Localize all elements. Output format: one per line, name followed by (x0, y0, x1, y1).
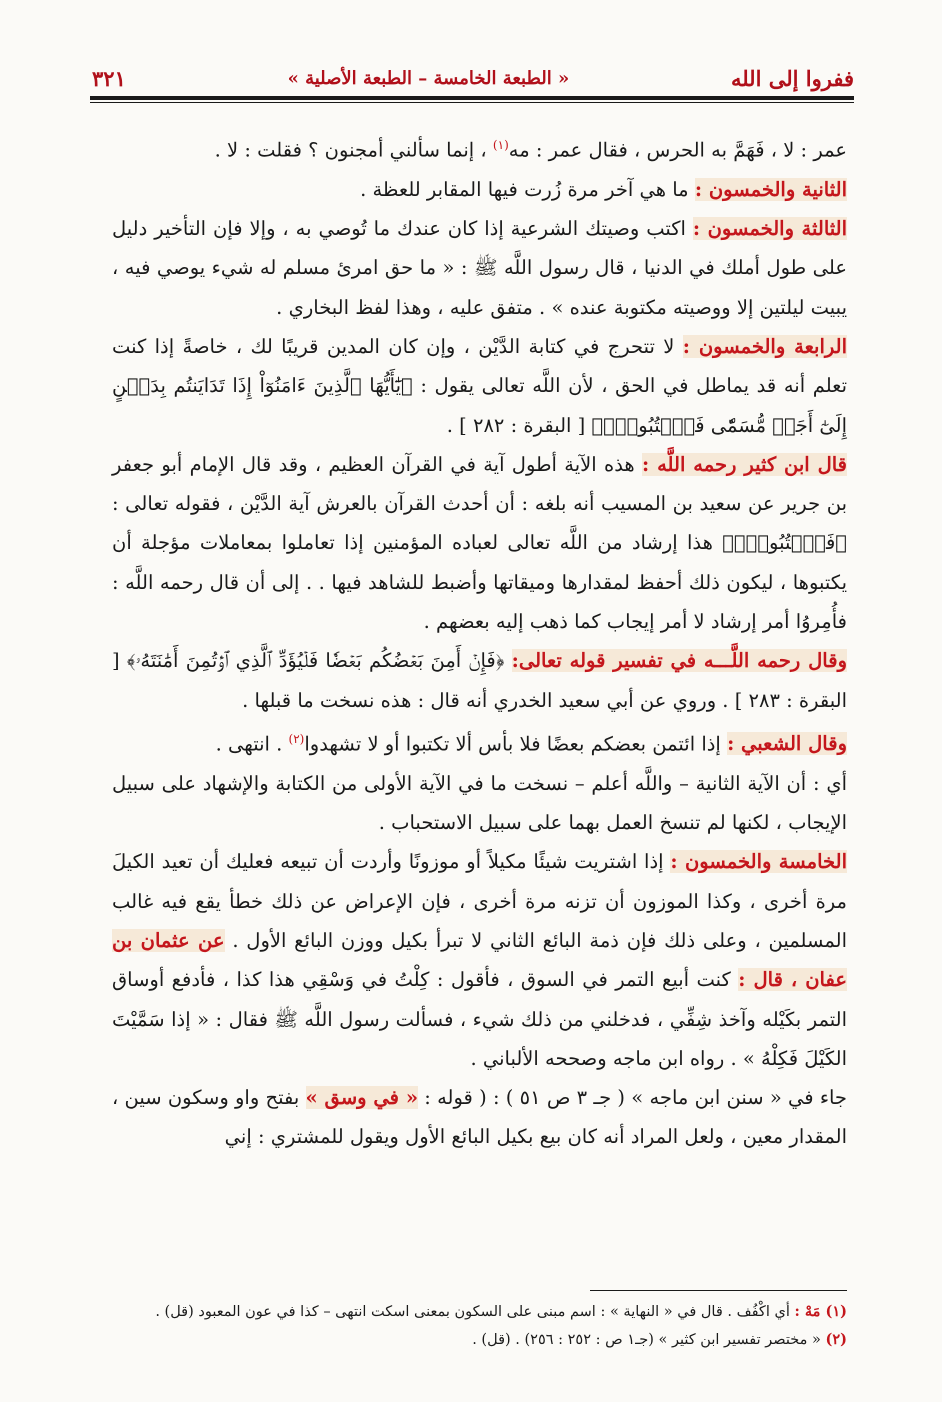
page-body (112, 126, 847, 1157)
footnotes (120, 1298, 847, 1354)
footnote-1: (١) مَهْ : أي اكْفُف . قال في « النهاية » : اسم مبنى على السكون بمعنى اسكت انتهى – كذا في عون المعبود (قل) . (155, 1303, 847, 1320)
item-label-52: الثانية والخمسون : (694, 177, 847, 201)
item-label-55: الخامسة والخمسون : (670, 850, 847, 874)
edition-label: « الطبعة الخامسة – الطبعة الأصلية » (287, 67, 570, 89)
footnote-ref-1[interactable]: (١) (492, 138, 509, 152)
book-title: ففروا إلى الله (730, 65, 854, 91)
quran-verse: ﴿يَٰٓأَيُّهَا ٱلَّذِينَ ءَامَنُوٓاْ إِذَا تَدَايَنتُم بِدَيۡنٍ إِلَىٰٓ أَجَلٖ مُّسَمّٗى فَٱكۡتُبُوهُۚ﴾ (112, 374, 847, 437)
quran-verse: ﴿فَٱكۡتُبُوهُۚ﴾ (722, 531, 847, 555)
paragraph-ibn-kathir: قال ابن كثير رحمه اللَّه : هذه الآية أطول آية في القرآن العظيم ، وقد قال الإمام أبو جعفر بن جرير عن سعيد بن المسيب أنه بلغه : أن أحدث القرآن بالعرش آية الدَّيْن ، فقوله تعالى : ﴿فَٱكۡتُبُوهُۚ﴾ هذا إرشاد من اللَّه تعالى لعباده المؤمنين إذا تعاملوا بمعاملات مؤجلة أن يكتبوها ، ليكون ذلك أحفظ لمقدارها وميقاتها وأضبط للشاهد فيها . . إلى أن قال رحمه اللَّه : فأُمِروُا أمر إرشاد لا أمر إيجاب كما ذهب إليه بعضهم . (112, 452, 848, 634)
paragraph-tafsir: وقال رحمه اللَّـــه في تفسير قوله تعالى: ﴿فَإِنۡ أَمِنَ بَعۡضُكُم بَعۡضٗا فَلۡيُؤَدِّ ٱلَّذِي ٱؤۡتُمِنَ أَمَٰنَتَهُۥ﴾ [ البقرة : ٢٨٣ ] . وروي عن أبي سعيد الخدري أنه قال : هذه نسخت ما قبلها . (112, 649, 847, 712)
footnote-ref-2[interactable]: (٢) (288, 731, 305, 746)
term-label: « في وسق » (305, 1086, 419, 1110)
running-header (92, 60, 854, 96)
paragraph-shabi: وقال الشعبي : إذا ائتمن بعضكم بعضًا فلا بأس ألا تكتبوا أو لا تشهدوا$^{(٢)}$ . انتهى . (215, 731, 847, 756)
footnote-separator (590, 1290, 847, 1291)
verse-reference: [ البقرة : ٢٨٢ ] . (446, 413, 586, 437)
header-rule-thin (90, 102, 854, 103)
footnote-2: (٢) « مختصر تفسير ابن كثير » (جـ١ ص : ٢٥٢ : ٢٥٦) . (قل) . (472, 1331, 847, 1348)
header-rule-thick (90, 96, 854, 100)
paragraph-52: الثانية والخمسون : ما هي آخر مرة زُرت فيها المقابر للعظة . (360, 177, 847, 201)
paragraph-55: الخامسة والخمسون : إذا اشتريت شيئًا مكيلاً أو موزونًا وأردت أن تبيعه فعليك أن تعيد الكيلَ مرة أخرى ، وكذا الموزون أن تزنه مرة أخرى ، فإن الإعراض عن ذلك خطأ يقع فيه غالب المسلمين ، وعلى ذلك فإن ذمة البائع الثاني لا تبرأ بكيل ووزن البائع الأول . عن عثمان بن عفان ، قال : كنت أبيع التمر في السوق ، فأقول : كِلْتُ في وَسْقِي هذا كذا ، فأدفع أوساق التمر بكَيْله وآخذ شِفِّي ، فدخلني من ذلك شيء ، فسألت رسول اللَّه ﷺ فقال : « إذا سَمَّيْتَ الكَيْلَ فَكِلْهُ » . رواه ابن ماجه وصححه الألباني . (112, 850, 848, 1070)
page-number: ٣٢١ (92, 65, 126, 91)
paragraph-54: الرابعة والخمسون : لا تتحرج في كتابة الدَّيْن ، وإن كان المدين قريبًا لك ، خاصةً إذا كنت تعلم أنه قد يماطل في الحق ، لأن اللَّه تعالى يقول : ﴿يَٰٓأَيُّهَا ٱلَّذِينَ ءَامَنُوٓاْ إِذَا تَدَايَنتُم بِدَيۡنٍ إِلَىٰٓ أَجَلٖ مُّسَمّٗى فَٱكۡتُبُوهُۚ﴾ [ البقرة : ٢٨٢ ] . (112, 334, 847, 437)
paragraph-1: عمر : لا ، فَهَمَّ به الحرس ، فقال عمر : مه$^{(١)}$ ، إنما سألني أمجنون ؟ فقلت : لا . (214, 138, 847, 162)
item-label-53: الثالثة والخمسون : (692, 217, 848, 241)
quran-verse: ﴿فَإِنۡ أَمِنَ بَعۡضُكُم بَعۡضٗا فَلۡيُؤَدِّ ٱلَّذِي ٱؤۡتُمِنَ أَمَٰنَتَهُۥ﴾ (126, 649, 505, 673)
item-label-54: الرابعة والخمسون : (682, 334, 847, 358)
quote-label: وقال رحمه اللَّـــه في تفسير قوله تعالى: (511, 649, 847, 673)
paragraph-explanation: أي : أن الآية الثانية – واللَّه أعلم – نسخت ما في الآية الأولى من الكتابة والإشهاد على سبيل الإيجاب ، لكنها لم تنسخ العمل بهما على سبيل الاستحباب . (112, 771, 847, 835)
quote-label: قال ابن كثير رحمه اللَّه : (642, 452, 848, 476)
paragraph-ibn-majah: جاء في « سنن ابن ماجه » ( جـ ٣ ص ٥١ ) : ( قوله : « في وسق » بفتح واو وسكون سين ، المقدار معين ، ولعل المراد أنه كان بيع بكيل البائع الأول ويقول للمشتري : إني (112, 1086, 847, 1149)
quote-label: وقال الشعبي : (727, 732, 847, 756)
narrator-label: عن عثمان بن عفان ، قال : (112, 928, 847, 992)
paragraph-53: الثالثة والخمسون : اكتب وصيتك الشرعية إذا كان عندك ما تُوصي به ، وإلا فإن التأخير دليل على طول أملك في الدنيا ، قال رسول اللَّه ﷺ : « ما حق امرئ مسلم له شيء يوصي فيه ، يبيت ليلتين إلا ووصيته مكتوبة عنده » . متفق عليه ، وهذا لفظ البخاري . (112, 217, 848, 319)
